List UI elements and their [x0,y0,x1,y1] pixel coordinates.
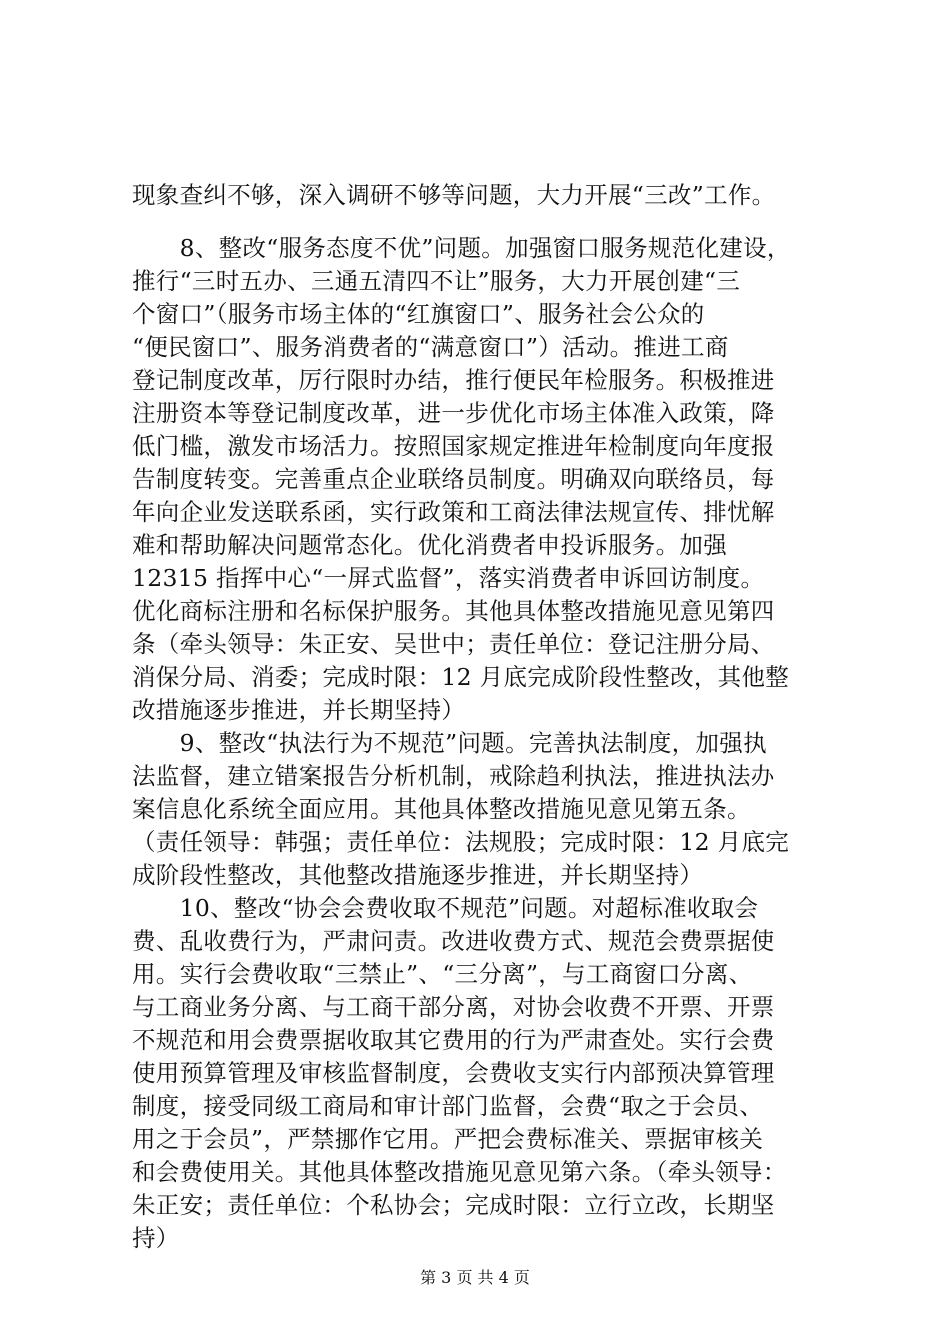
body-line: 改措施逐步推进，并长期坚持） [132,696,466,724]
body-line: 年向企业发送联系函，实行政策和工商法律法规宣传、排忧解 [132,498,775,526]
body-line: 难和帮助解决问题常态化。优化消费者申投诉服务。加强 [132,531,727,559]
body-line: 12315 指挥中心“一屏式监督”，落实消费者申诉回访制度。 [132,564,765,592]
body-line: 10、整改“协会会费收取不规范”问题。对超标准收取会 [132,894,759,922]
body-line: 费、乱收费行为，严肃问责。改进收费方式、规范会费票据使 [132,927,775,955]
body-line: 用。实行会费收取“三禁止”、“三分离”，与工商窗口分离、 [132,960,753,988]
body-line: 制度，接受同级工商局和审计部门监督，会费“取之于会员、 [132,1092,764,1120]
body-line: 用之于会员”，严禁挪作它用。严把会费标准关、票据审核关 [132,1125,764,1153]
body-line: “便民窗口”、服务消费者的“满意窗口”）活动。推进工商 [132,333,729,361]
body-line: 条（牵头领导：朱正安、吴世中；责任单位：登记注册分局、 [132,630,775,658]
body-line: 8、整改“服务态度不优”问题。加强窗口服务规范化建设， [132,234,791,262]
body-line: 个窗口”（服务市场主体的“红旗窗口”、服务社会公众的 [132,300,705,328]
body-line: 登记制度改革，厉行限时办结，推行便民年检服务。积极推进 [132,366,775,394]
body-line: 和会费使用关。其他具体整改措施见意见第六条。（牵头领导： [132,1158,787,1186]
body-line: 成阶段性整改，其他整改措施逐步推进，并长期坚持） [132,861,704,889]
body-line: 推行“三时五办、三通五清四不让”服务，大力开展创建“三 [132,267,741,295]
body-line: （责任领导：韩强；责任单位：法规股；完成时限：12 月底完 [132,828,790,856]
body-line: 告制度转变。完善重点企业联络员制度。明确双向联络员，每 [132,465,775,493]
body-line: 注册资本等登记制度改革，进一步优化市场主体准入政策，降 [132,399,775,427]
body-line: 朱正安；责任单位：个私协会；完成时限：立行立改，长期坚 [132,1191,775,1219]
body-line: 不规范和用会费票据收取其它费用的行为严肃查处。实行会费 [132,1026,775,1054]
body-line: 持） [132,1224,180,1252]
body-line: 案信息化系统全面应用。其他具体整改措施见意见第五条。 [132,795,751,823]
body-line: 与工商业务分离、与工商干部分离，对协会收费不开票、开票 [132,993,775,1021]
body-line: 法监督，建立错案报告分析机制，戒除趋利执法，推进执法办 [132,762,775,790]
body-line: 优化商标注册和名标保护服务。其他具体整改措施见意见第四 [132,597,775,625]
body-line: 9、整改“执法行为不规范”问题。完善执法制度，加强执 [132,729,767,757]
body-line: 消保分局、消委；完成时限：12 月底完成阶段性整改，其他整 [132,663,790,691]
page-footer: 第 3 页 共 4 页 [420,1268,530,1287]
body-line: 使用预算管理及审核监督制度，会费收支实行内部预决算管理 [132,1059,775,1087]
body-line: 现象查纠不够，深入调研不够等问题，大力开展“三改”工作。 [132,181,776,209]
body-line: 低门槛，激发市场活力。按照国家规定推进年检制度向年度报 [132,432,775,460]
